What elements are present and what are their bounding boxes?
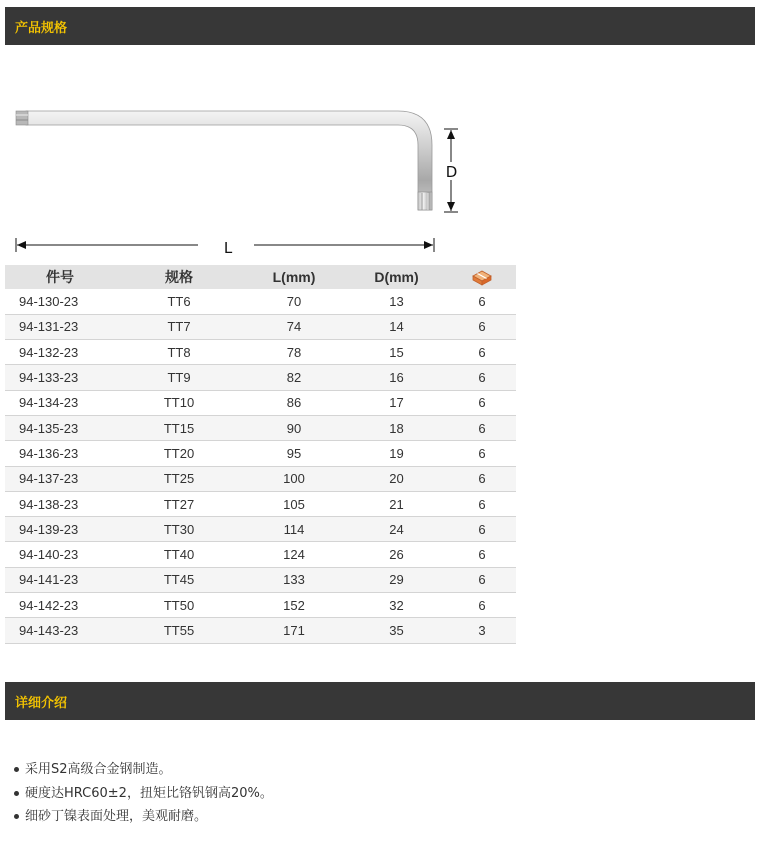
feature-item (14, 805, 273, 829)
header-pack (448, 265, 516, 289)
cell-part-no: 94-142-23 (5, 593, 115, 618)
table-row (5, 415, 516, 440)
header-length: L(mm) (243, 265, 345, 289)
cell-spec: TT6 (115, 289, 243, 314)
cell-diameter: 21 (345, 491, 448, 516)
cell-length: 95 (243, 441, 345, 466)
dimension-d (444, 129, 459, 212)
cell-spec: TT45 (115, 567, 243, 592)
cell-part-no: 94-132-23 (5, 340, 115, 365)
cell-spec: TT55 (115, 618, 243, 643)
cell-pack-qty: 6 (448, 390, 516, 415)
table-row (5, 340, 516, 365)
cell-diameter: 26 (345, 542, 448, 567)
cell-diameter: 29 (345, 567, 448, 592)
dimension-d-label: D (445, 163, 458, 181)
cell-length: 152 (243, 593, 345, 618)
cell-diameter: 16 (345, 365, 448, 390)
section-header-specs (5, 7, 755, 45)
table-row (5, 542, 516, 567)
cell-spec: TT50 (115, 593, 243, 618)
table-row (5, 517, 516, 542)
table-row (5, 491, 516, 516)
cell-diameter: 18 (345, 415, 448, 440)
cell-spec: TT30 (115, 517, 243, 542)
dimension-l-label: L (223, 239, 233, 257)
cell-spec: TT20 (115, 441, 243, 466)
cell-spec: TT7 (115, 314, 243, 339)
section-title-details: 详细介绍 (15, 695, 68, 711)
cell-length: 124 (243, 542, 345, 567)
cell-pack-qty: 6 (448, 542, 516, 567)
dimension-l (16, 238, 434, 257)
table-row (5, 567, 516, 592)
cell-length: 86 (243, 390, 345, 415)
cell-pack-qty: 6 (448, 365, 516, 390)
feature-text: 硬度达HRC60±2，扭矩比铬钒钢高20%。 (25, 785, 273, 801)
cell-diameter: 15 (345, 340, 448, 365)
cell-part-no: 94-139-23 (5, 517, 115, 542)
table-row (5, 618, 516, 643)
torx-key-diagram (0, 50, 520, 265)
table-row (5, 314, 516, 339)
cell-diameter: 19 (345, 441, 448, 466)
cell-part-no: 94-138-23 (5, 491, 115, 516)
table-header-row (5, 265, 516, 289)
table-row (5, 441, 516, 466)
header-spec: 规格 (115, 265, 243, 289)
cell-part-no: 94-130-23 (5, 289, 115, 314)
package-icon (472, 270, 492, 286)
cell-pack-qty: 6 (448, 314, 516, 339)
cell-pack-qty: 6 (448, 466, 516, 491)
cell-spec: TT40 (115, 542, 243, 567)
table-row (5, 593, 516, 618)
cell-diameter: 24 (345, 517, 448, 542)
cell-length: 82 (243, 365, 345, 390)
cell-length: 70 (243, 289, 345, 314)
cell-pack-qty: 6 (448, 567, 516, 592)
cell-part-no: 94-143-23 (5, 618, 115, 643)
cell-spec: TT10 (115, 390, 243, 415)
cell-spec: TT8 (115, 340, 243, 365)
cell-spec: TT9 (115, 365, 243, 390)
torx-key-shape (16, 111, 432, 210)
cell-spec: TT27 (115, 491, 243, 516)
cell-length: 133 (243, 567, 345, 592)
feature-item (14, 782, 273, 806)
header-part-no: 件号 (5, 265, 115, 289)
cell-length: 171 (243, 618, 345, 643)
cell-spec: TT15 (115, 415, 243, 440)
cell-part-no: 94-131-23 (5, 314, 115, 339)
cell-part-no: 94-134-23 (5, 390, 115, 415)
cell-pack-qty: 6 (448, 441, 516, 466)
cell-pack-qty: 6 (448, 289, 516, 314)
cell-pack-qty: 3 (448, 618, 516, 643)
cell-length: 74 (243, 314, 345, 339)
cell-pack-qty: 6 (448, 491, 516, 516)
header-diameter: D(mm) (345, 265, 448, 289)
cell-part-no: 94-136-23 (5, 441, 115, 466)
cell-length: 100 (243, 466, 345, 491)
cell-pack-qty: 6 (448, 415, 516, 440)
cell-length: 90 (243, 415, 345, 440)
cell-diameter: 14 (345, 314, 448, 339)
feature-text: 采用S2高级合金钢制造。 (25, 762, 172, 777)
cell-part-no: 94-137-23 (5, 466, 115, 491)
table-row (5, 365, 516, 390)
cell-part-no: 94-140-23 (5, 542, 115, 567)
cell-diameter: 20 (345, 466, 448, 491)
table-row (5, 289, 516, 314)
cell-part-no: 94-133-23 (5, 365, 115, 390)
section-header-details (5, 682, 755, 720)
cell-part-no: 94-141-23 (5, 567, 115, 592)
cell-part-no: 94-135-23 (5, 415, 115, 440)
cell-pack-qty: 6 (448, 593, 516, 618)
cell-length: 78 (243, 340, 345, 365)
table-row (5, 466, 516, 491)
feature-item (14, 758, 273, 782)
cell-diameter: 13 (345, 289, 448, 314)
cell-diameter: 35 (345, 618, 448, 643)
section-title-specs: 产品规格 (15, 20, 68, 36)
feature-text: 细砂丁镍表面处理，美观耐磨。 (25, 809, 208, 824)
cell-diameter: 17 (345, 390, 448, 415)
bullet-icon (14, 767, 19, 772)
bullet-icon (14, 791, 19, 796)
cell-length: 114 (243, 517, 345, 542)
table-row (5, 390, 516, 415)
bullet-icon (14, 814, 19, 819)
spec-table (5, 265, 516, 644)
cell-pack-qty: 6 (448, 340, 516, 365)
cell-length: 105 (243, 491, 345, 516)
feature-list (14, 758, 273, 829)
cell-diameter: 32 (345, 593, 448, 618)
cell-spec: TT25 (115, 466, 243, 491)
cell-pack-qty: 6 (448, 517, 516, 542)
